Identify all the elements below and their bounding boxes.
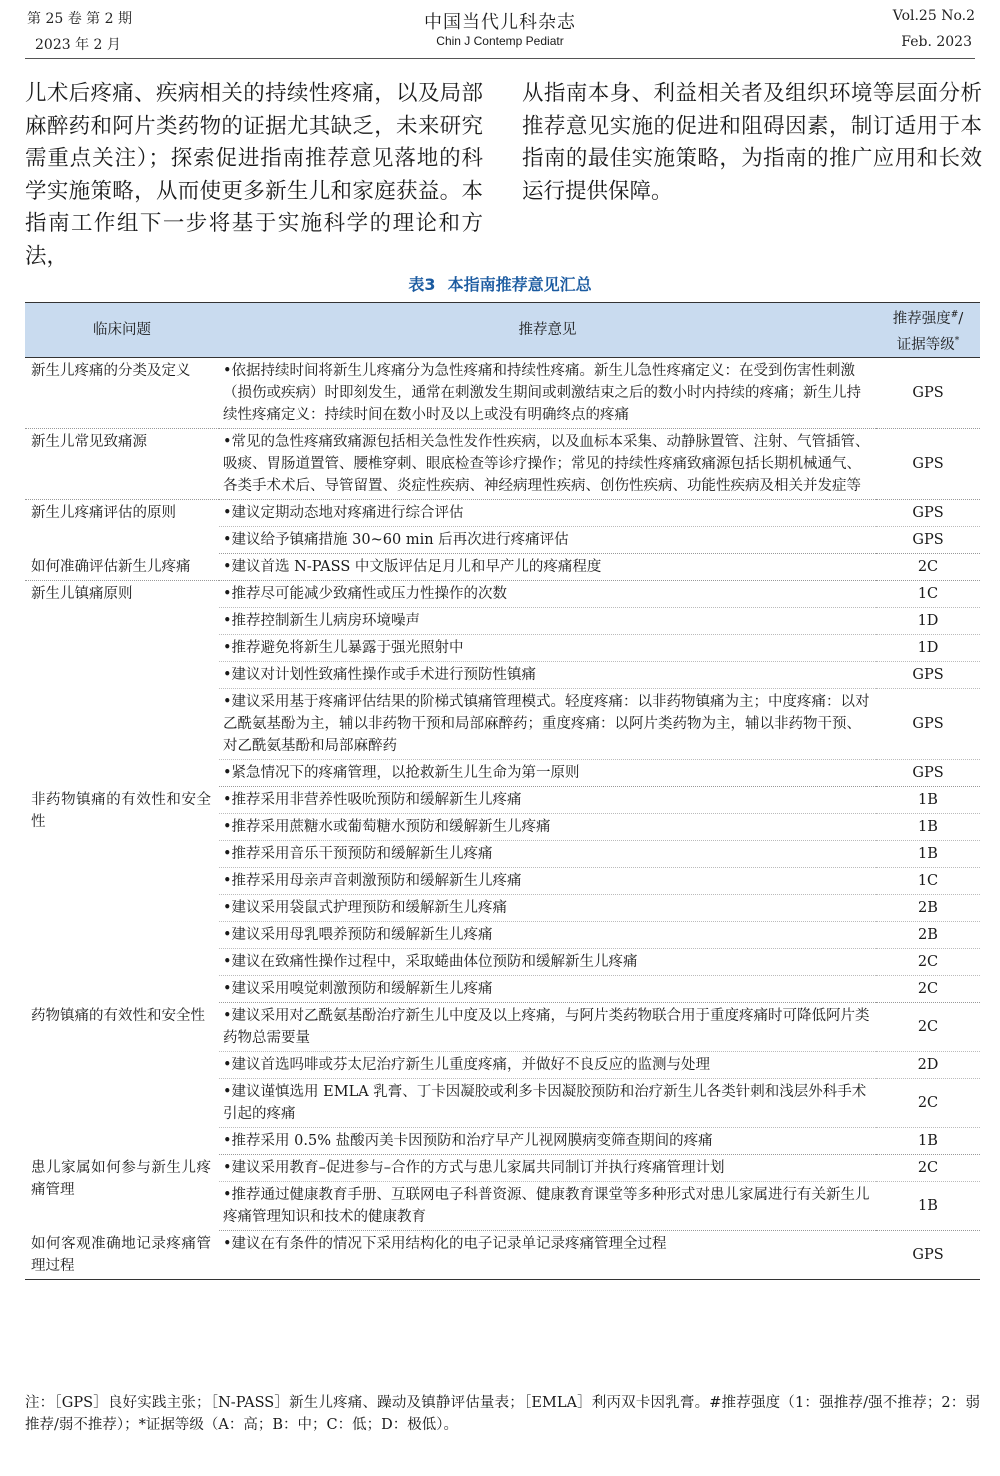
table-row <box>25 429 980 500</box>
recommendation-text: •推荐采用蔗糖水或葡萄糖水预防和缓解新生儿疼痛 <box>219 814 876 841</box>
grade-value: GPS <box>876 527 980 554</box>
grade-value: 2C <box>876 1003 980 1052</box>
recommendation-text: •建议在致痛性操作过程中，采取蜷曲体位预防和缓解新生儿疼痛 <box>219 949 876 976</box>
issue-date-en: Feb. 2023 <box>901 34 972 50</box>
table-header-row <box>25 303 980 358</box>
recommendation-text: •常见的急性疼痛致痛源包括相关急性发作性疾病，以及血标本采集、动静脉置管、注射、气管插管、吸痰、胃肠道置管、腰椎穿刺、眼底检查等诊疗操作；常见的持续性疼痛致痛源包括长期机械通气、各类手术术后、导管留置、炎症性疾病、神经病理性疾病、创伤性疾病、功能性疾病及相关并发症等 <box>219 429 876 500</box>
table-row <box>25 1231 980 1280</box>
grade-value: GPS <box>876 429 980 500</box>
header-rule <box>25 58 975 59</box>
grade-value: 1C <box>876 868 980 895</box>
recommendation-text: •建议首选 N-PASS 中文版评估足月儿和早产儿的疼痛程度 <box>219 554 876 581</box>
table-row <box>25 1155 980 1182</box>
grade-value: GPS <box>876 662 980 689</box>
grade-value: 1B <box>876 1182 980 1231</box>
grade-value: 2D <box>876 1052 980 1079</box>
recommendation-text: •建议首选吗啡或芬太尼治疗新生儿重度疼痛，并做好不良反应的监测与处理 <box>219 1052 876 1079</box>
grade-value: 1B <box>876 787 980 814</box>
issue-date: 2023 年 2 月 <box>35 37 121 53</box>
table-row <box>25 358 980 429</box>
recommendation-text: •推荐采用非营养性吸吮预防和缓解新生儿疼痛 <box>219 787 876 814</box>
table-row <box>25 500 980 527</box>
recommendation-text: •紧急情况下的疼痛管理，以抢救新生儿生命为第一原则 <box>219 760 876 787</box>
recommendation-text: •建议采用袋鼠式护理预防和缓解新生儿疼痛 <box>219 895 876 922</box>
clinical-question: 新生儿常见致痛源 <box>25 429 219 500</box>
header-recommendation: 推荐意见 <box>219 303 876 358</box>
recommendation-text: •建议采用嗅觉刺激预防和缓解新生儿疼痛 <box>219 976 876 1003</box>
recommendation-text: •依据持续时间将新生儿疼痛分为急性疼痛和持续性疼痛。新生儿急性疼痛定义：在受到伤害性刺激（损伤或疾病）时即刻发生，通常在刺激发生期间或刺激结束之后的数小时内持续的疼痛；新生儿持续性疼痛定义：持续时间在数小时及以上或没有明确终点的疼痛 <box>219 358 876 429</box>
grade-value: GPS <box>876 689 980 760</box>
grade-value: 1D <box>876 608 980 635</box>
clinical-question: 如何准确评估新生儿疼痛 <box>25 554 219 581</box>
grade-value: 2C <box>876 1155 980 1182</box>
grade-value: 1B <box>876 814 980 841</box>
table-label: 表3 <box>408 275 436 294</box>
clinical-question: 如何客观准确地记录疼痛管理过程 <box>25 1231 219 1280</box>
recommendation-text: •推荐通过健康教育手册、互联网电子科普资源、健康教育课堂等多种形式对患儿家属进行有关新生儿疼痛管理知识和技术的健康教育 <box>219 1182 876 1231</box>
recommendation-text: •推荐采用 0.5% 盐酸丙美卡因预防和治疗早产儿视网膜病变筛查期间的疼痛 <box>219 1128 876 1155</box>
grade-value: 2C <box>876 949 980 976</box>
table-row <box>25 581 980 608</box>
volume-issue: 第 25 卷 第 2 期 <box>27 11 132 27</box>
table-body <box>25 358 980 1280</box>
table-caption <box>0 272 1000 295</box>
recommendation-text: •推荐控制新生儿病房环境噪声 <box>219 608 876 635</box>
recommendation-text: •推荐采用母亲声音刺激预防和缓解新生儿疼痛 <box>219 868 876 895</box>
clinical-question: 非药物镇痛的有效性和安全性 <box>31 791 211 830</box>
recommendation-text: •推荐避免将新生儿暴露于强光照射中 <box>219 635 876 662</box>
recommendation-text: •建议采用教育–促进参与–合作的方式与患儿家属共同制订并执行疼痛管理计划 <box>219 1155 876 1182</box>
volume-issue-en: Vol.25 No.2 <box>892 8 975 24</box>
body-text-right: 从指南本身、利益相关者及组织环境等层面分析推荐意见实施的促进和阻碍因素，制订适用于本指南的最佳实施策略，为指南的推广应用和长效运行提供保障。 <box>522 81 982 204</box>
recommendation-text: •建议给予镇痛措施 30~60 min 后再次进行疼痛评估 <box>219 527 876 554</box>
table-note: 注：［GPS］良好实践主张；［N-PASS］新生儿疼痛、躁动及镇静评估量表；［EMLA］利丙双卡因乳膏。#推荐强度（1：强推荐/强不推荐；2：弱推荐/弱不推荐）；*证据等级（A：高；B：中；C：低；D：极低）。 <box>25 1395 980 1433</box>
grade-value: 1B <box>876 1128 980 1155</box>
grade-value: GPS <box>876 500 980 527</box>
grade-value: GPS <box>876 760 980 787</box>
clinical-question: 药物镇痛的有效性和安全性 <box>31 1007 205 1024</box>
header-grade: 推荐强度#/ 证据等级* <box>876 303 980 358</box>
grade-value: 2C <box>876 1079 980 1128</box>
table-row <box>25 554 980 581</box>
grade-value: GPS <box>876 1231 980 1280</box>
recommendation-text: •建议采用对乙酰氨基酚治疗新生儿中度及以上疼痛，与阿片类药物联合用于重度疼痛时可降低阿片类药物总需要量 <box>219 1003 876 1052</box>
clinical-question: 患儿家属如何参与新生儿疼痛管理 <box>31 1159 211 1198</box>
grade-value: 2C <box>876 976 980 1003</box>
clinical-question: 新生儿镇痛原则 <box>31 586 133 602</box>
grade-value: GPS <box>876 358 980 429</box>
grade-value: 1D <box>876 635 980 662</box>
recommendation-text: •建议采用母乳喂养预防和缓解新生儿疼痛 <box>219 922 876 949</box>
grade-value: 2C <box>876 554 980 581</box>
body-text-left: 儿术后疼痛、疾病相关的持续性疼痛，以及局部麻醉药和阿片类药物的证据尤其缺乏，未来研究需重点关注）；探索促进指南推荐意见落地的科学实施策略，从而使更多新生儿和家庭获益。本指南工作组下一步将基于实施科学的理论和方法， <box>25 81 483 269</box>
grade-value: 2B <box>876 922 980 949</box>
journal-name: 中国当代儿科杂志 <box>424 12 576 33</box>
clinical-question: 新生儿疼痛的分类及定义 <box>25 358 219 429</box>
page-header <box>0 0 1000 64</box>
recommendation-text: •建议谨慎选用 EMLA 乳膏、丁卡因凝胶或利多卡因凝胶预防和治疗新生儿各类针刺和浅层外科手术引起的疼痛 <box>219 1079 876 1128</box>
clinical-question: 新生儿疼痛评估的原则 <box>31 505 176 521</box>
recommendation-text: •建议采用基于疼痛评估结果的阶梯式镇痛管理模式。轻度疼痛：以非药物镇痛为主；中度疼痛：以对乙酰氨基酚为主，辅以非药物干预和局部麻醉药；重度疼痛：以阿片类药物为主，辅以非药物干预、对乙酰氨基酚和局部麻醉药 <box>219 689 876 760</box>
table-row <box>25 1003 980 1052</box>
grade-value: 2B <box>876 895 980 922</box>
journal-name-en: Chin J Contemp Pediatr <box>436 34 564 48</box>
grade-value: 1C <box>876 581 980 608</box>
recommendation-text: •建议定期动态地对疼痛进行综合评估 <box>219 500 876 527</box>
recommendation-text: •建议在有条件的情况下采用结构化的电子记录单记录疼痛管理全过程 <box>219 1231 876 1280</box>
header-question: 临床问题 <box>25 303 219 358</box>
table-title: 本指南推荐意见汇总 <box>447 275 592 294</box>
recommendation-text: •推荐采用音乐干预预防和缓解新生儿疼痛 <box>219 841 876 868</box>
recommendation-text: •建议对计划性致痛性操作或手术进行预防性镇痛 <box>219 662 876 689</box>
recommendation-table <box>25 302 980 1280</box>
grade-value: 1B <box>876 841 980 868</box>
recommendation-text: •推荐尽可能减少致痛性或压力性操作的次数 <box>219 581 876 608</box>
table-row <box>25 787 980 814</box>
